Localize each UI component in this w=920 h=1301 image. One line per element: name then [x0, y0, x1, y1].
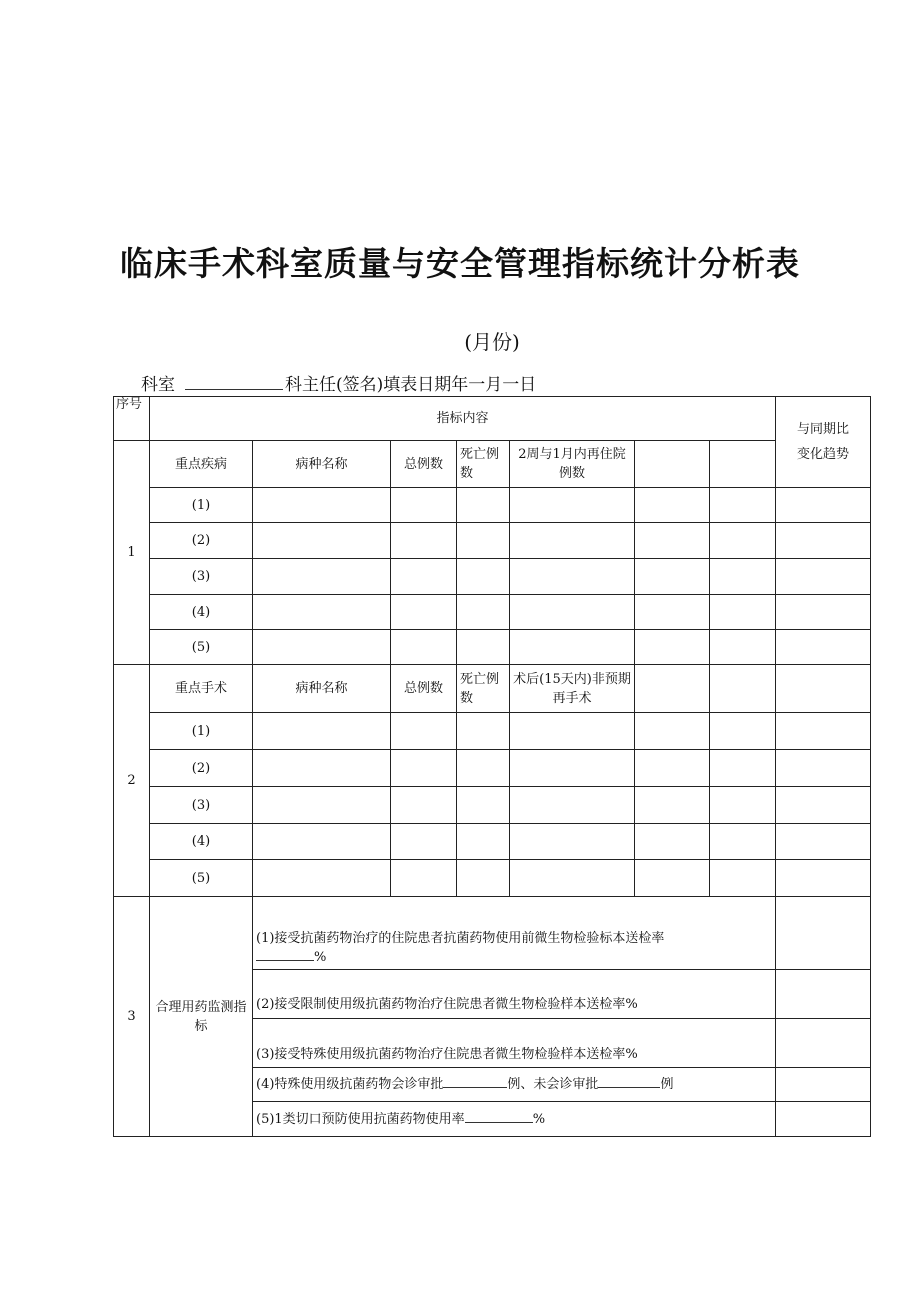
trend-cell[interactable] [776, 787, 871, 824]
seq-header: 序号 [114, 397, 150, 441]
data-cell[interactable] [253, 559, 391, 595]
data-cell[interactable] [710, 488, 776, 523]
stats-table [113, 396, 871, 1137]
data-cell[interactable] [457, 523, 510, 559]
data-cell[interactable] [510, 595, 635, 630]
data-cell[interactable] [457, 630, 510, 665]
section1-col-disease-name: 病种名称 [253, 441, 391, 488]
data-cell[interactable] [710, 787, 776, 824]
data-cell[interactable] [635, 559, 710, 595]
item4-blank-unapproved[interactable] [598, 1075, 660, 1088]
section3-number: 3 [114, 897, 150, 1137]
data-cell[interactable] [391, 559, 457, 595]
section2-col-reoperation: 术后(15天内)非预期再手术 [510, 665, 635, 713]
section2-row-label: (4) [150, 824, 253, 860]
data-cell[interactable] [510, 523, 635, 559]
data-cell[interactable] [635, 630, 710, 665]
trend-cell[interactable] [776, 970, 871, 1019]
data-cell[interactable] [457, 824, 510, 860]
data-cell[interactable] [253, 860, 391, 897]
section2-row-label: (2) [150, 750, 253, 787]
section2-row-label: (1) [150, 713, 253, 750]
section3-item-2 [253, 970, 776, 1019]
section1-col-total: 总例数 [391, 441, 457, 488]
section2-empty-col-b[interactable] [710, 665, 776, 713]
section2-row-label: (5) [150, 860, 253, 897]
data-cell[interactable] [510, 559, 635, 595]
section3-item-5 [253, 1102, 776, 1137]
trend-cell[interactable] [776, 824, 871, 860]
month-subtitle: (月份) [464, 330, 520, 354]
data-cell[interactable] [635, 787, 710, 824]
data-cell[interactable] [391, 488, 457, 523]
item1-blank[interactable] [256, 948, 314, 961]
item5-suffix: % [532, 1111, 546, 1127]
section3-item-3 [253, 1019, 776, 1068]
data-cell[interactable] [710, 559, 776, 595]
data-cell[interactable] [457, 860, 510, 897]
section1-empty-col-a[interactable] [635, 441, 710, 488]
trend-cell[interactable] [776, 1102, 871, 1137]
data-cell[interactable] [391, 750, 457, 787]
data-cell[interactable] [391, 630, 457, 665]
item4-blank-approved[interactable] [443, 1075, 507, 1088]
data-cell[interactable] [635, 595, 710, 630]
section1-col-key-disease: 重点疾病 [150, 441, 253, 488]
section3-item-4 [253, 1068, 776, 1102]
section1-row-label: (4) [150, 595, 253, 630]
data-cell[interactable] [457, 750, 510, 787]
data-cell[interactable] [391, 523, 457, 559]
trend-cell[interactable] [776, 897, 871, 970]
indicator-header: 指标内容 [150, 397, 776, 441]
data-cell[interactable] [253, 488, 391, 523]
section1-row-label: (1) [150, 488, 253, 523]
section3-item-1 [253, 897, 776, 970]
trend-cell[interactable] [776, 523, 871, 559]
info-line [141, 370, 536, 395]
data-cell[interactable] [391, 595, 457, 630]
data-cell[interactable] [510, 787, 635, 824]
section2-col-disease-name: 病种名称 [253, 665, 391, 713]
section1-col-deaths: 死亡例数 [457, 441, 510, 488]
data-cell[interactable] [710, 824, 776, 860]
data-cell[interactable] [391, 860, 457, 897]
section2-row-label: (3) [150, 787, 253, 824]
section1-col-readmit: 2周与1月内再住院例数 [510, 441, 635, 488]
data-cell[interactable] [391, 713, 457, 750]
section1-number: 1 [114, 441, 150, 665]
data-cell[interactable] [253, 750, 391, 787]
data-cell[interactable] [457, 787, 510, 824]
trend-cell[interactable] [776, 1068, 871, 1102]
data-cell[interactable] [510, 713, 635, 750]
data-cell[interactable] [510, 860, 635, 897]
section2-col-total: 总例数 [391, 665, 457, 713]
data-cell[interactable] [391, 824, 457, 860]
trend-cell[interactable] [776, 559, 871, 595]
data-cell[interactable] [253, 630, 391, 665]
data-cell[interactable] [457, 488, 510, 523]
data-cell[interactable] [253, 824, 391, 860]
trend-cell[interactable] [776, 630, 871, 665]
data-cell[interactable] [510, 488, 635, 523]
data-cell[interactable] [710, 750, 776, 787]
data-cell[interactable] [710, 523, 776, 559]
info-rest: 科主任(签名)填表日期年一月一日 [285, 375, 537, 395]
section2-col-deaths: 死亡例数 [457, 665, 510, 713]
dept-blank[interactable] [185, 375, 283, 390]
section2-col-key-surgery: 重点手术 [150, 665, 253, 713]
trend-cell[interactable] [776, 860, 871, 897]
section1-row-label: (2) [150, 523, 253, 559]
data-cell[interactable] [457, 595, 510, 630]
data-cell[interactable] [635, 488, 710, 523]
data-cell[interactable] [253, 713, 391, 750]
item4-text-c: 例 [660, 1077, 674, 1092]
data-cell[interactable] [635, 860, 710, 897]
data-cell[interactable] [510, 630, 635, 665]
trend-cell[interactable] [776, 665, 871, 713]
data-cell[interactable] [253, 523, 391, 559]
item1-suffix: % [314, 950, 327, 965]
item1-text: (1)接受抗菌药物治疗的住院患者抗菌药物使用前微生物检验标本送检率 [256, 931, 665, 946]
data-cell[interactable] [710, 713, 776, 750]
section3-label: 合理用药监测指标 [150, 897, 253, 1137]
data-cell[interactable] [510, 750, 635, 787]
item5-blank[interactable] [465, 1110, 533, 1123]
data-cell[interactable] [635, 713, 710, 750]
item4-text-b: 例、未会诊审批 [507, 1077, 599, 1092]
data-cell[interactable] [391, 787, 457, 824]
section1-empty-col-b[interactable] [710, 441, 776, 488]
data-cell[interactable] [710, 595, 776, 630]
trend-cell[interactable] [776, 595, 871, 630]
data-cell[interactable] [635, 523, 710, 559]
trend-label: 与同期比变化趋势 [797, 422, 850, 462]
section2-empty-col-a[interactable] [635, 665, 710, 713]
item2-text: (2)接受限制使用级抗菌药物治疗住院患者微生物检验样本送检率% [256, 997, 638, 1012]
section2-number: 2 [114, 665, 150, 897]
data-cell[interactable] [710, 630, 776, 665]
trend-cell[interactable] [776, 1019, 871, 1068]
trend-cell[interactable] [776, 488, 871, 523]
trend-cell[interactable] [776, 713, 871, 750]
section1-row-label: (3) [150, 559, 253, 595]
data-cell[interactable] [510, 824, 635, 860]
item5-text: (5)1类切口预防使用抗菌药物使用率 [256, 1111, 465, 1127]
data-cell[interactable] [457, 559, 510, 595]
dept-label: 科室 [141, 375, 175, 395]
data-cell[interactable] [457, 713, 510, 750]
page-title: 临床手术科室质量与安全管理指标统计分析表 [120, 244, 800, 283]
item3-text: (3)接受特殊使用级抗菌药物治疗住院患者微生物检验样本送检率% [256, 1047, 638, 1062]
trend-header [776, 397, 871, 488]
item4-text-a: (4)特殊使用级抗菌药物会诊审批 [256, 1077, 444, 1092]
data-cell[interactable] [635, 824, 710, 860]
data-cell[interactable] [253, 595, 391, 630]
data-cell[interactable] [710, 860, 776, 897]
trend-cell[interactable] [776, 750, 871, 787]
data-cell[interactable] [253, 787, 391, 824]
section1-row-label: (5) [150, 630, 253, 665]
data-cell[interactable] [635, 750, 710, 787]
